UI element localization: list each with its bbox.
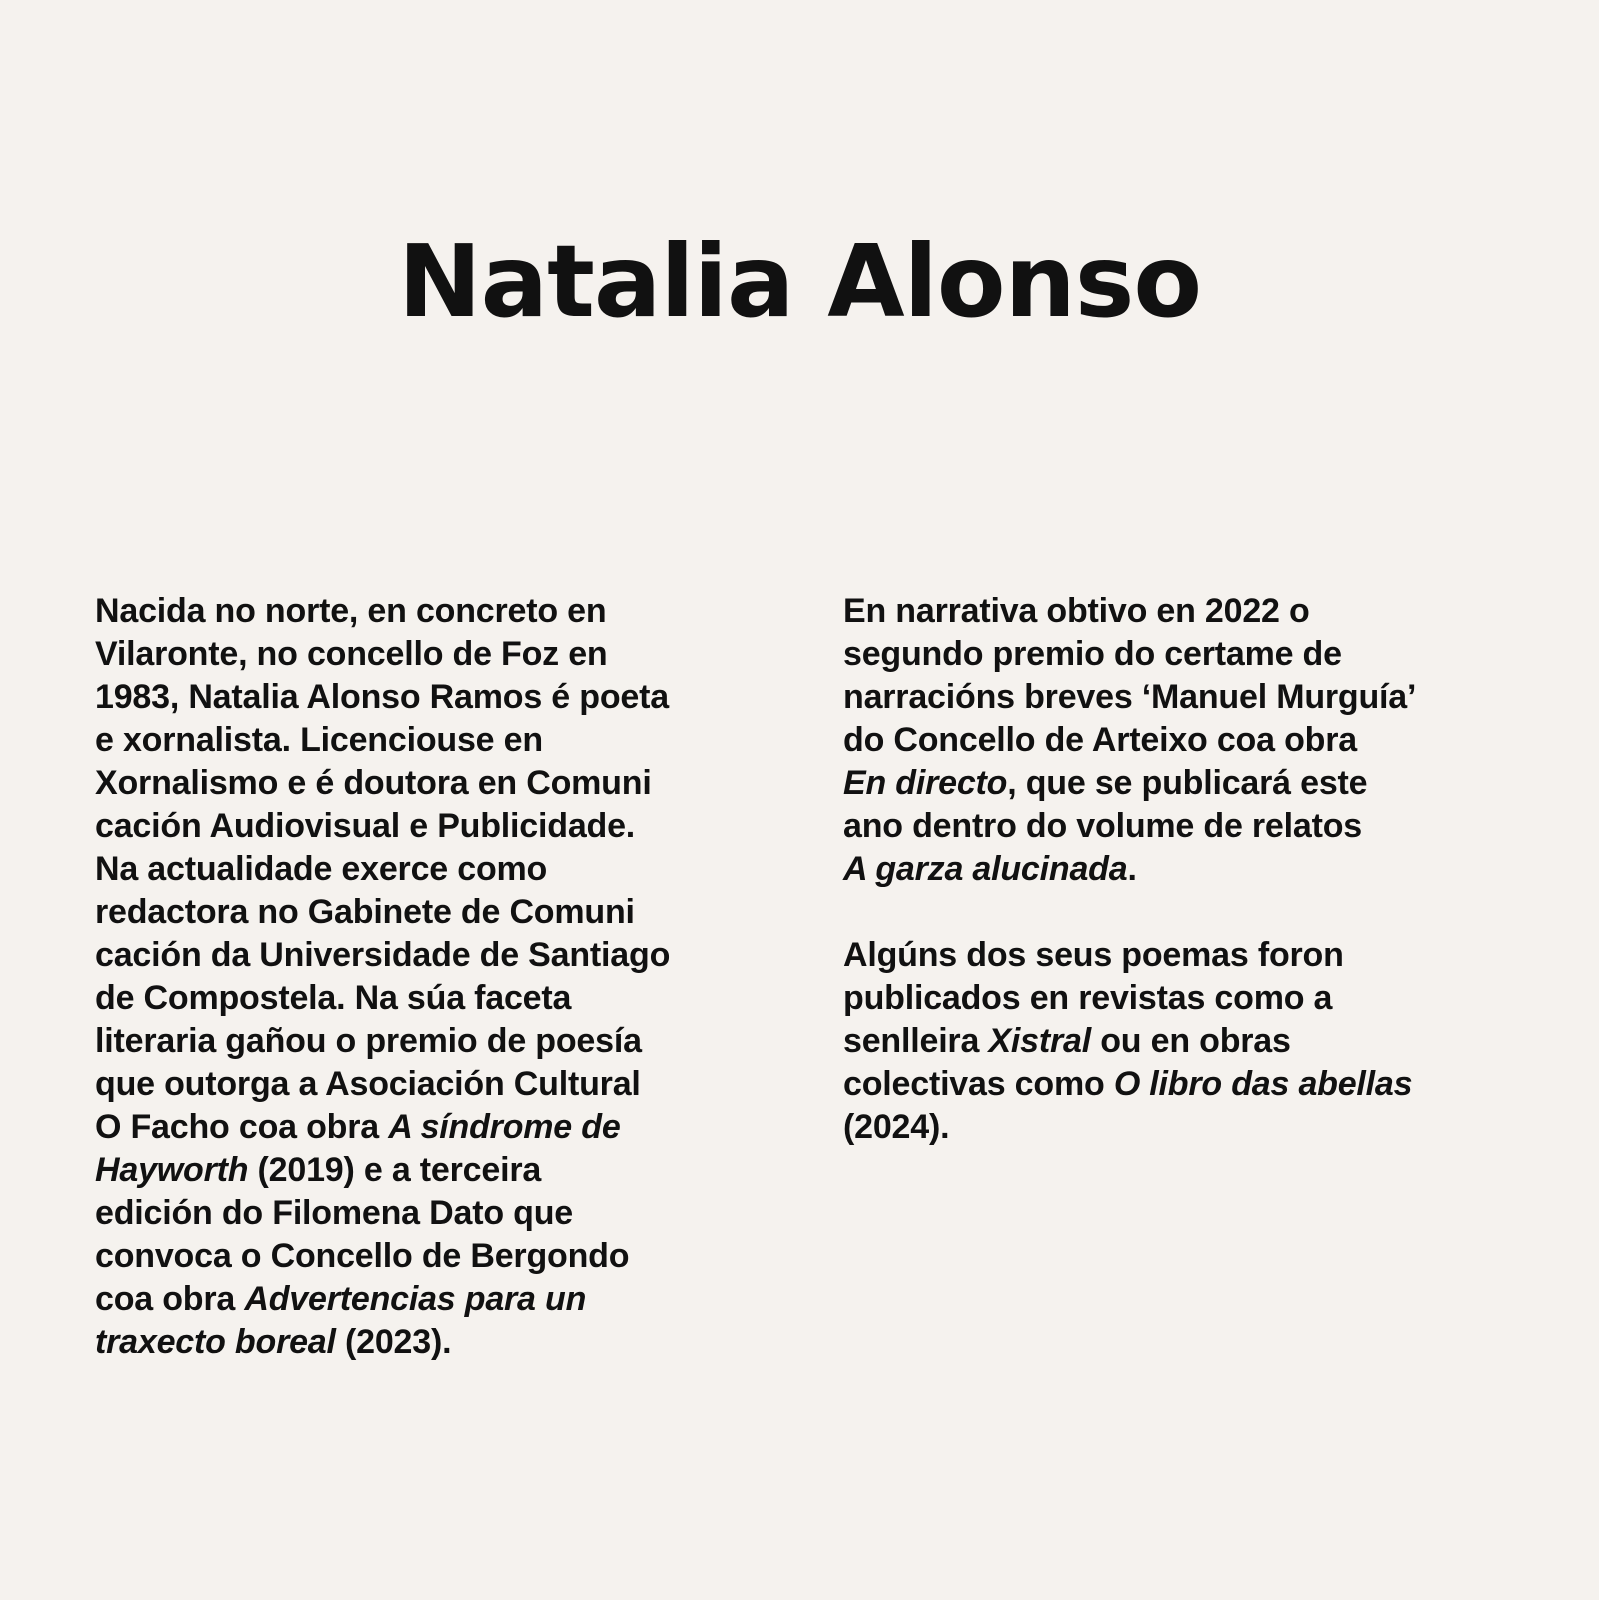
text-line: segundo premio do certame de [843, 635, 1342, 673]
text-line: Vilaronte, no concello de Foz en [95, 635, 608, 673]
text-line [95, 1278, 795, 1321]
text-line: Algúns dos seus poemas foron [843, 936, 1344, 974]
text-line: e xornalista. Licenciouse en [95, 721, 543, 759]
book-title-italic: Advertencias para un [244, 1280, 587, 1318]
text-segment: colectivas como [843, 1065, 1114, 1103]
text-line: Nacida no norte, en concreto en [95, 592, 607, 630]
book-title-italic: traxecto boreal [95, 1323, 336, 1361]
text-line: de Compostela. Na súa faceta [95, 979, 572, 1017]
text-segment: coa obra [95, 1280, 245, 1318]
bio-paragraph-right [843, 590, 1563, 1149]
text-line [95, 1106, 795, 1149]
text-segment: , que se publicará este [1007, 764, 1368, 802]
text-line: En narrativa obtivo en 2022 o [843, 592, 1310, 630]
text-line: literaria gañou o premio de poesía [95, 1022, 642, 1060]
page-title: Natalia Alonso [397, 223, 1202, 340]
text-segment: O Facho coa obra [95, 1108, 389, 1146]
text-line: edición do Filomena Dato que [95, 1194, 573, 1232]
text-segment: . [1127, 850, 1137, 888]
text-line: que outorga a Asociación Cultural [95, 1065, 641, 1103]
text-line: Xornalismo e é doutora en Comuni [95, 764, 652, 802]
text-line [843, 1063, 1563, 1106]
text-line: Na actualidade exerce como [95, 850, 548, 888]
text-segment: senlleira [843, 1022, 989, 1060]
text-line [95, 1149, 795, 1192]
text-segment: ou en obras [1090, 1022, 1291, 1060]
text-line: 1983, Natalia Alonso Ramos é poeta [95, 678, 669, 716]
text-line: (2024). [843, 1108, 950, 1146]
text-line: narracións breves ‘Manuel Murguía’ [843, 678, 1417, 716]
text-segment: (2019) e a terceira [248, 1151, 542, 1189]
paragraph-gap [843, 891, 1563, 934]
magazine-title-italic: Xistral [988, 1022, 1091, 1060]
book-title-italic: A síndrome de [388, 1108, 621, 1146]
text-line [843, 1020, 1563, 1063]
book-title-italic: En directo [843, 764, 1008, 802]
book-title-italic: O libro das abellas [1113, 1065, 1413, 1103]
book-title-italic: A garza alucinada [843, 850, 1128, 888]
text-line: redactora no Gabinete de Comuni [95, 893, 635, 931]
text-segment: (2023). [335, 1323, 452, 1361]
text-line: cación da Universidade de Santiago [95, 936, 671, 974]
text-line [95, 1321, 795, 1364]
text-line: ano dentro do volume de relatos [843, 807, 1362, 845]
text-line [843, 848, 1563, 891]
text-line [843, 762, 1563, 805]
bio-paragraph-left [95, 590, 795, 1364]
text-line: publicados en revistas como a [843, 979, 1333, 1017]
text-line: cación Audiovisual e Publicidade. [95, 807, 636, 845]
book-title-italic: Hayworth [95, 1151, 249, 1189]
text-line: do Concello de Arteixo coa obra [843, 721, 1357, 759]
text-line: convoca o Concello de Bergondo [95, 1237, 630, 1275]
